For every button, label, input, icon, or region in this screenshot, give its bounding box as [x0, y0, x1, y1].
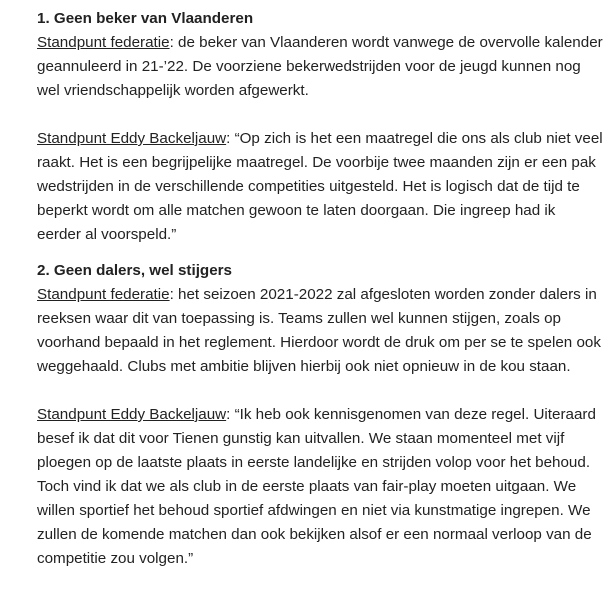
stance-label-federatie: Standpunt federatie — [37, 286, 170, 303]
stance-label-backeljauw: Standpunt Eddy Backeljauw — [37, 406, 227, 423]
paragraph-gap — [37, 103, 603, 127]
section-title-beker: 1. Geen beker van Vlaanderen — [37, 10, 254, 27]
section-gap — [37, 247, 603, 259]
stance-text: : “Op zich is het een maatregel die ons als club niet veel raakt. Het is een begrijpelijke maatregel. De voorbije twee maanden zijn er een pak wedstrijden in de verschillende competities uitgesteld. Het is logisch dat de tijd te beperkt wordt om alle matchen gewoon te laten doorgaan. Die ingreep had ik eerder al voorspeld.” — [37, 130, 603, 243]
stance-label-backeljauw: Standpunt Eddy Backeljauw — [37, 130, 227, 147]
paragraph-federatie-beker — [37, 31, 603, 103]
stance-text: : de beker van Vlaanderen wordt vanwege de overvolle kalender geannuleerd in 21-’22. De voorziene bekerwedstrijden voor de jeugd kunnen nog wel vriendschappelijk worden afgewerkt. — [37, 34, 603, 99]
stance-label-federatie: Standpunt federatie — [37, 34, 170, 51]
paragraph-gap — [37, 379, 603, 403]
stance-text: : “Ik heb ook kennisgenomen van deze regel. Uiteraard besef ik dat dit voor Tienen gunstig kan uitvallen. We staan momenteel met vijf ploegen op de laatste plaats in eerste landelijke en strijden volop voor het behoud. Toch vind ik dat we als club in de eerste plaats van fair-play moeten uitgaan. We willen sportief het behoud sportief afdwingen en niet via kunstmatige ingrepen. We zullen de komende matchen dan ook bekijken alsof er een normaal verloop van de competitie zou volgen.” — [37, 406, 596, 567]
stance-text: : het seizoen 2021-2022 zal afgesloten worden zonder dalers in reeksen waar dit van toepassing is. Teams zullen wel kunnen stijgen, zoals op voorhand bepaald in het reglement. Hierdoor wordt de druk om per se te spelen ook weggehaald. Clubs met ambitie blijven hierbij ook niet opnieuw in de kou staan. — [37, 286, 601, 375]
paragraph-backeljauw-beker — [37, 127, 603, 247]
article-body — [37, 7, 603, 571]
paragraph-backeljauw-dalers — [37, 403, 603, 571]
paragraph-federatie-dalers — [37, 283, 603, 379]
section-title-dalers: 2. Geen dalers, wel stijgers — [37, 262, 232, 279]
